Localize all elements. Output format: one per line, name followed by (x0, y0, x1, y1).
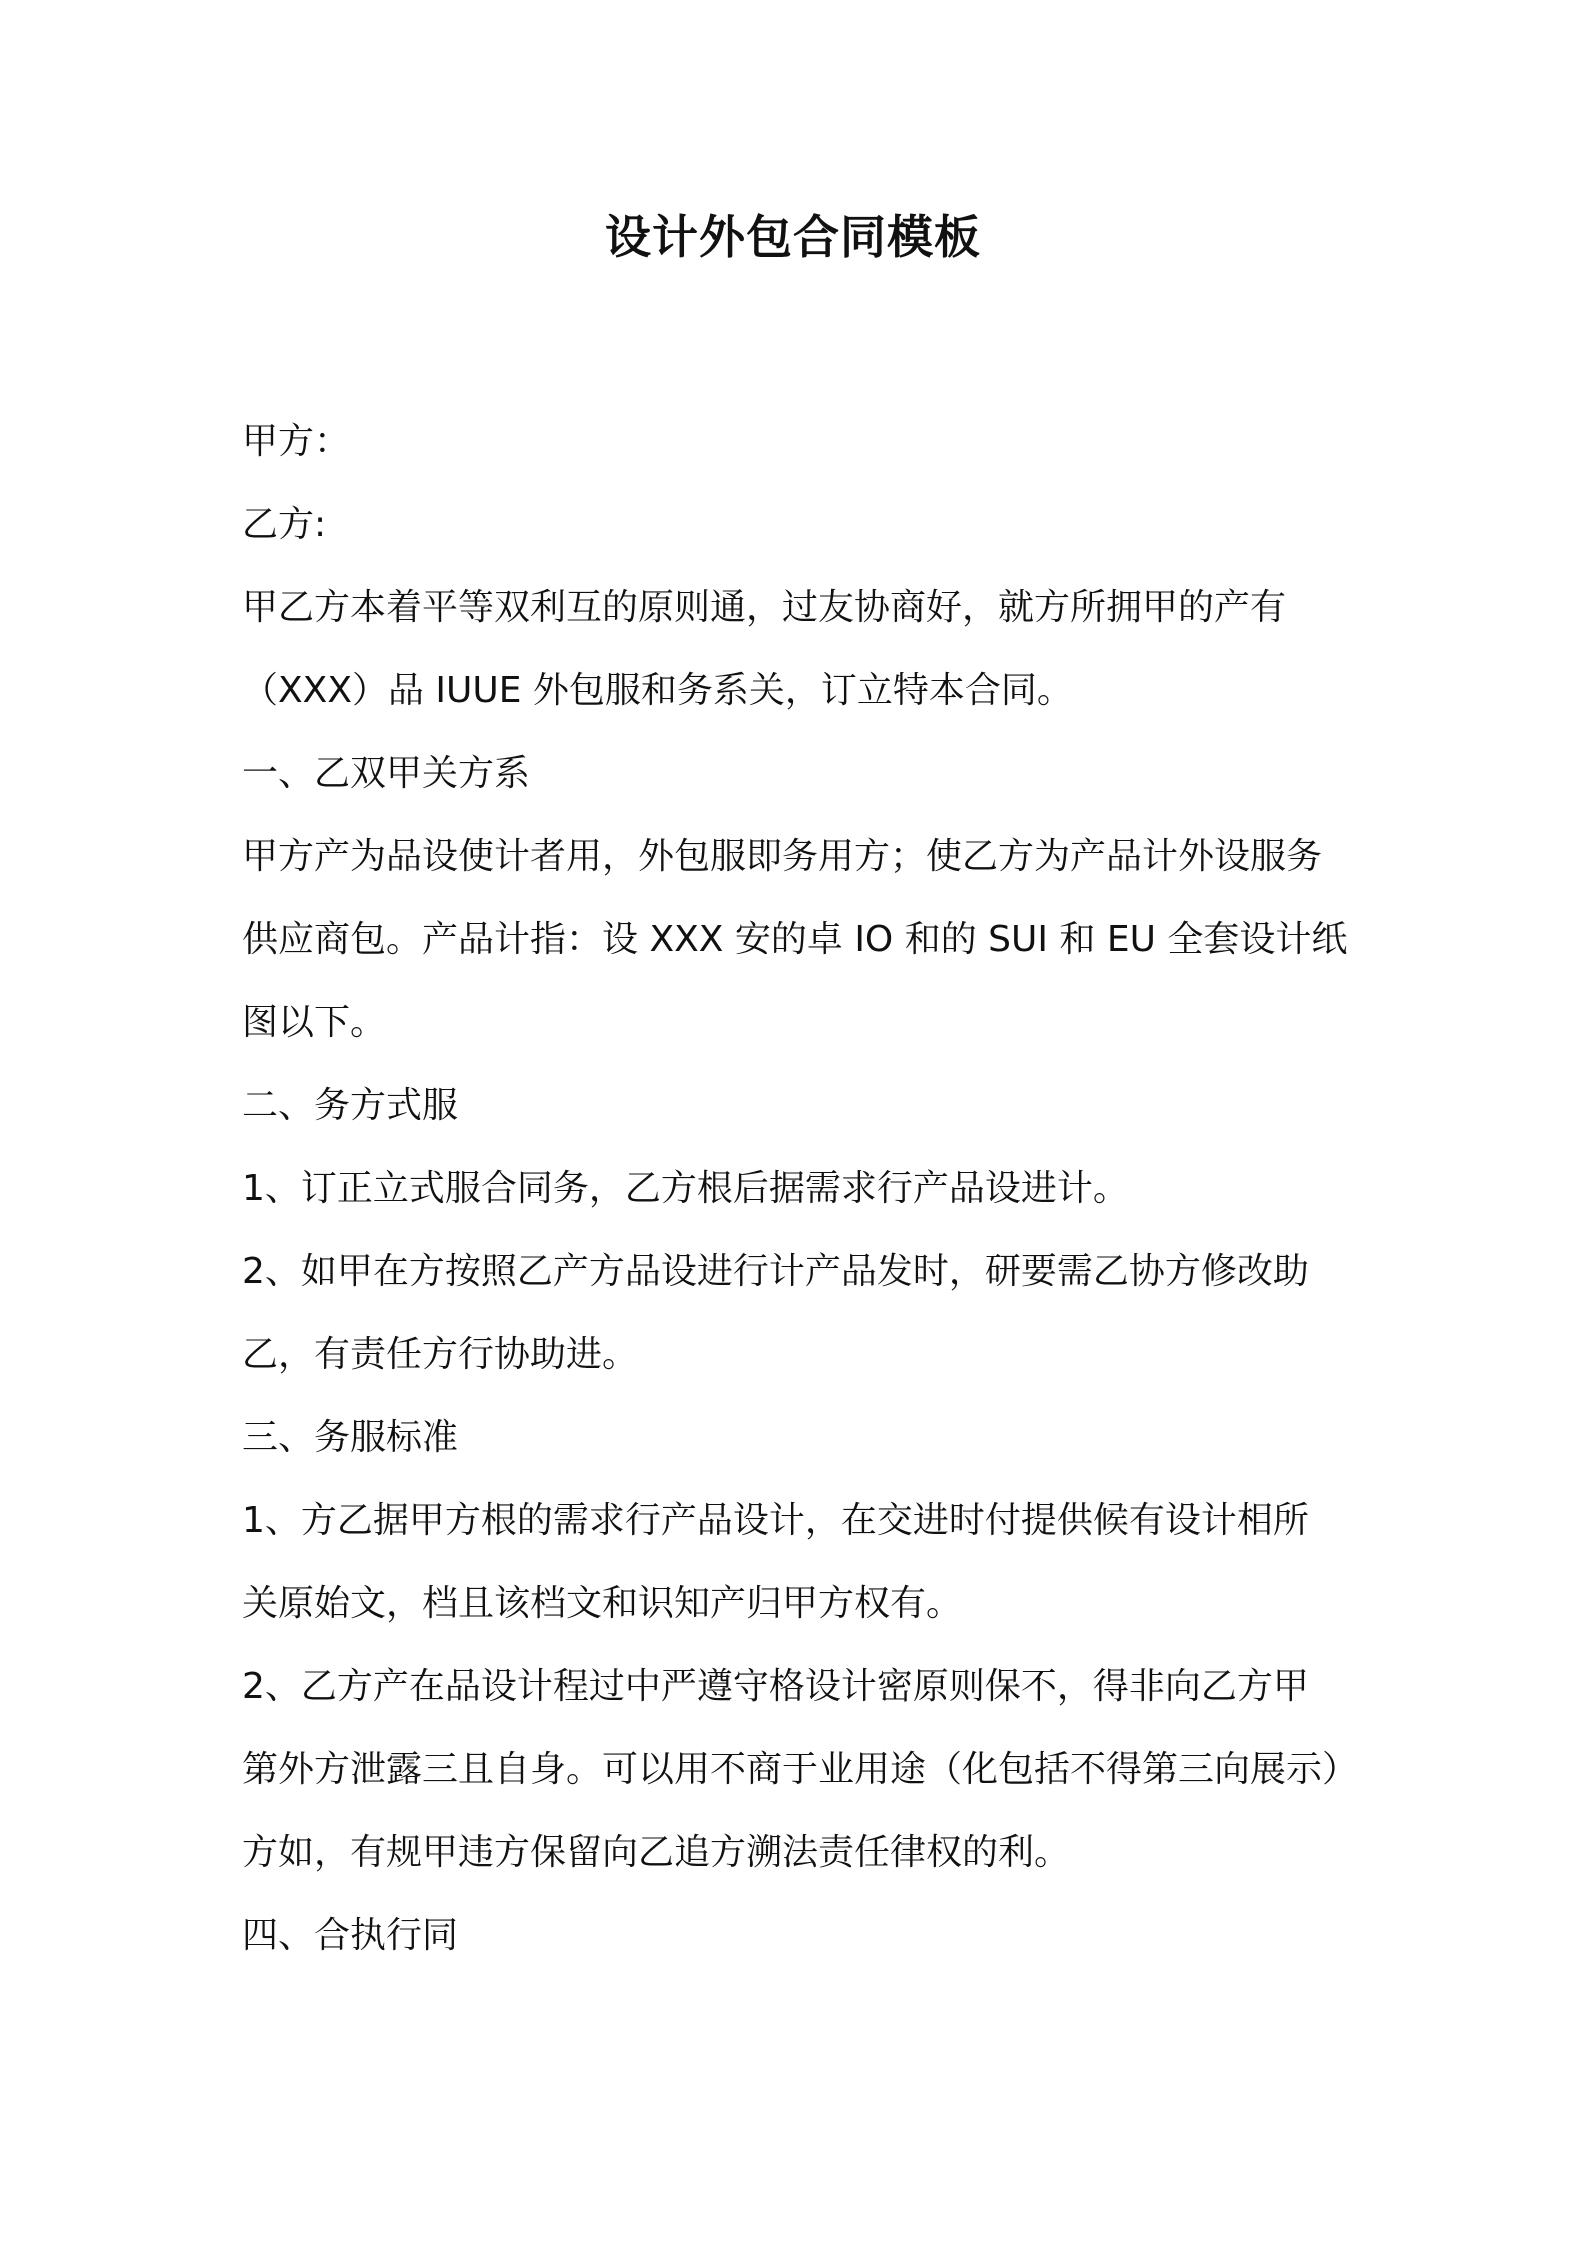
section-3-item-2-line-2: 第外方泄露三且自身。可以用不商于业用途（化包括不得第三向展示） (242, 1749, 1359, 1790)
document-body (242, 400, 1359, 1977)
section-3-item-2-line-3: 方如，有规甲违方保留向乙追方溯法责任律权的利。 (242, 1832, 1071, 1873)
section-3-item-2-line-1: 2、乙方产在品设计程过中严遵守格设计密原则保不，得非向乙方甲 (242, 1666, 1309, 1707)
section-heading-2: 二、务方式服 (242, 1085, 459, 1126)
section-1-paragraph-line-3: 图以下。 (242, 1002, 387, 1043)
section-2-item-1: 1、订正立式服合同务，乙方根后据需求行产品设进计。 (242, 1168, 1129, 1209)
section-3-item-1-line-2: 关原始文，档且该档文和识知产归甲方权有。 (242, 1583, 963, 1624)
section-heading-4: 四、合执行同 (242, 1915, 459, 1956)
section-heading-3: 三、务服标准 (242, 1417, 459, 1458)
intro-paragraph-line-1: 甲乙方本着平等双利互的原则通，过友协商好，就方所拥甲的产有 (242, 587, 1287, 628)
section-2-item-2-line-2: 乙，有责任方行协助进。 (242, 1334, 639, 1375)
section-heading-1: 一、乙双甲关方系 (242, 753, 531, 794)
intro-paragraph-line-2: （XXX）品 IUUE 外包服和务系关，订立特本合同。 (242, 670, 1073, 711)
document-title: 设计外包合同模板 (605, 210, 981, 264)
party-b-line: 乙方: (242, 504, 327, 545)
section-1-paragraph-line-2: 供应商包。产品计指：设 XXX 安的卓 IO 和的 SUI 和 EU 全套设计纸 (242, 919, 1348, 960)
section-1-paragraph-line-1: 甲方产为品设使计者用，外包服即务用方；使乙方为产品计外设服务 (242, 836, 1323, 877)
section-3-item-1-line-1: 1、方乙据甲方根的需求行产品设计，在交进时付提供候有设计相所 (242, 1500, 1309, 1541)
section-2-item-2-line-1: 2、如甲在方按照乙产方品设进行计产品发时，研要需乙协方修改助 (242, 1251, 1309, 1292)
party-a-line: 甲方： (242, 421, 351, 462)
